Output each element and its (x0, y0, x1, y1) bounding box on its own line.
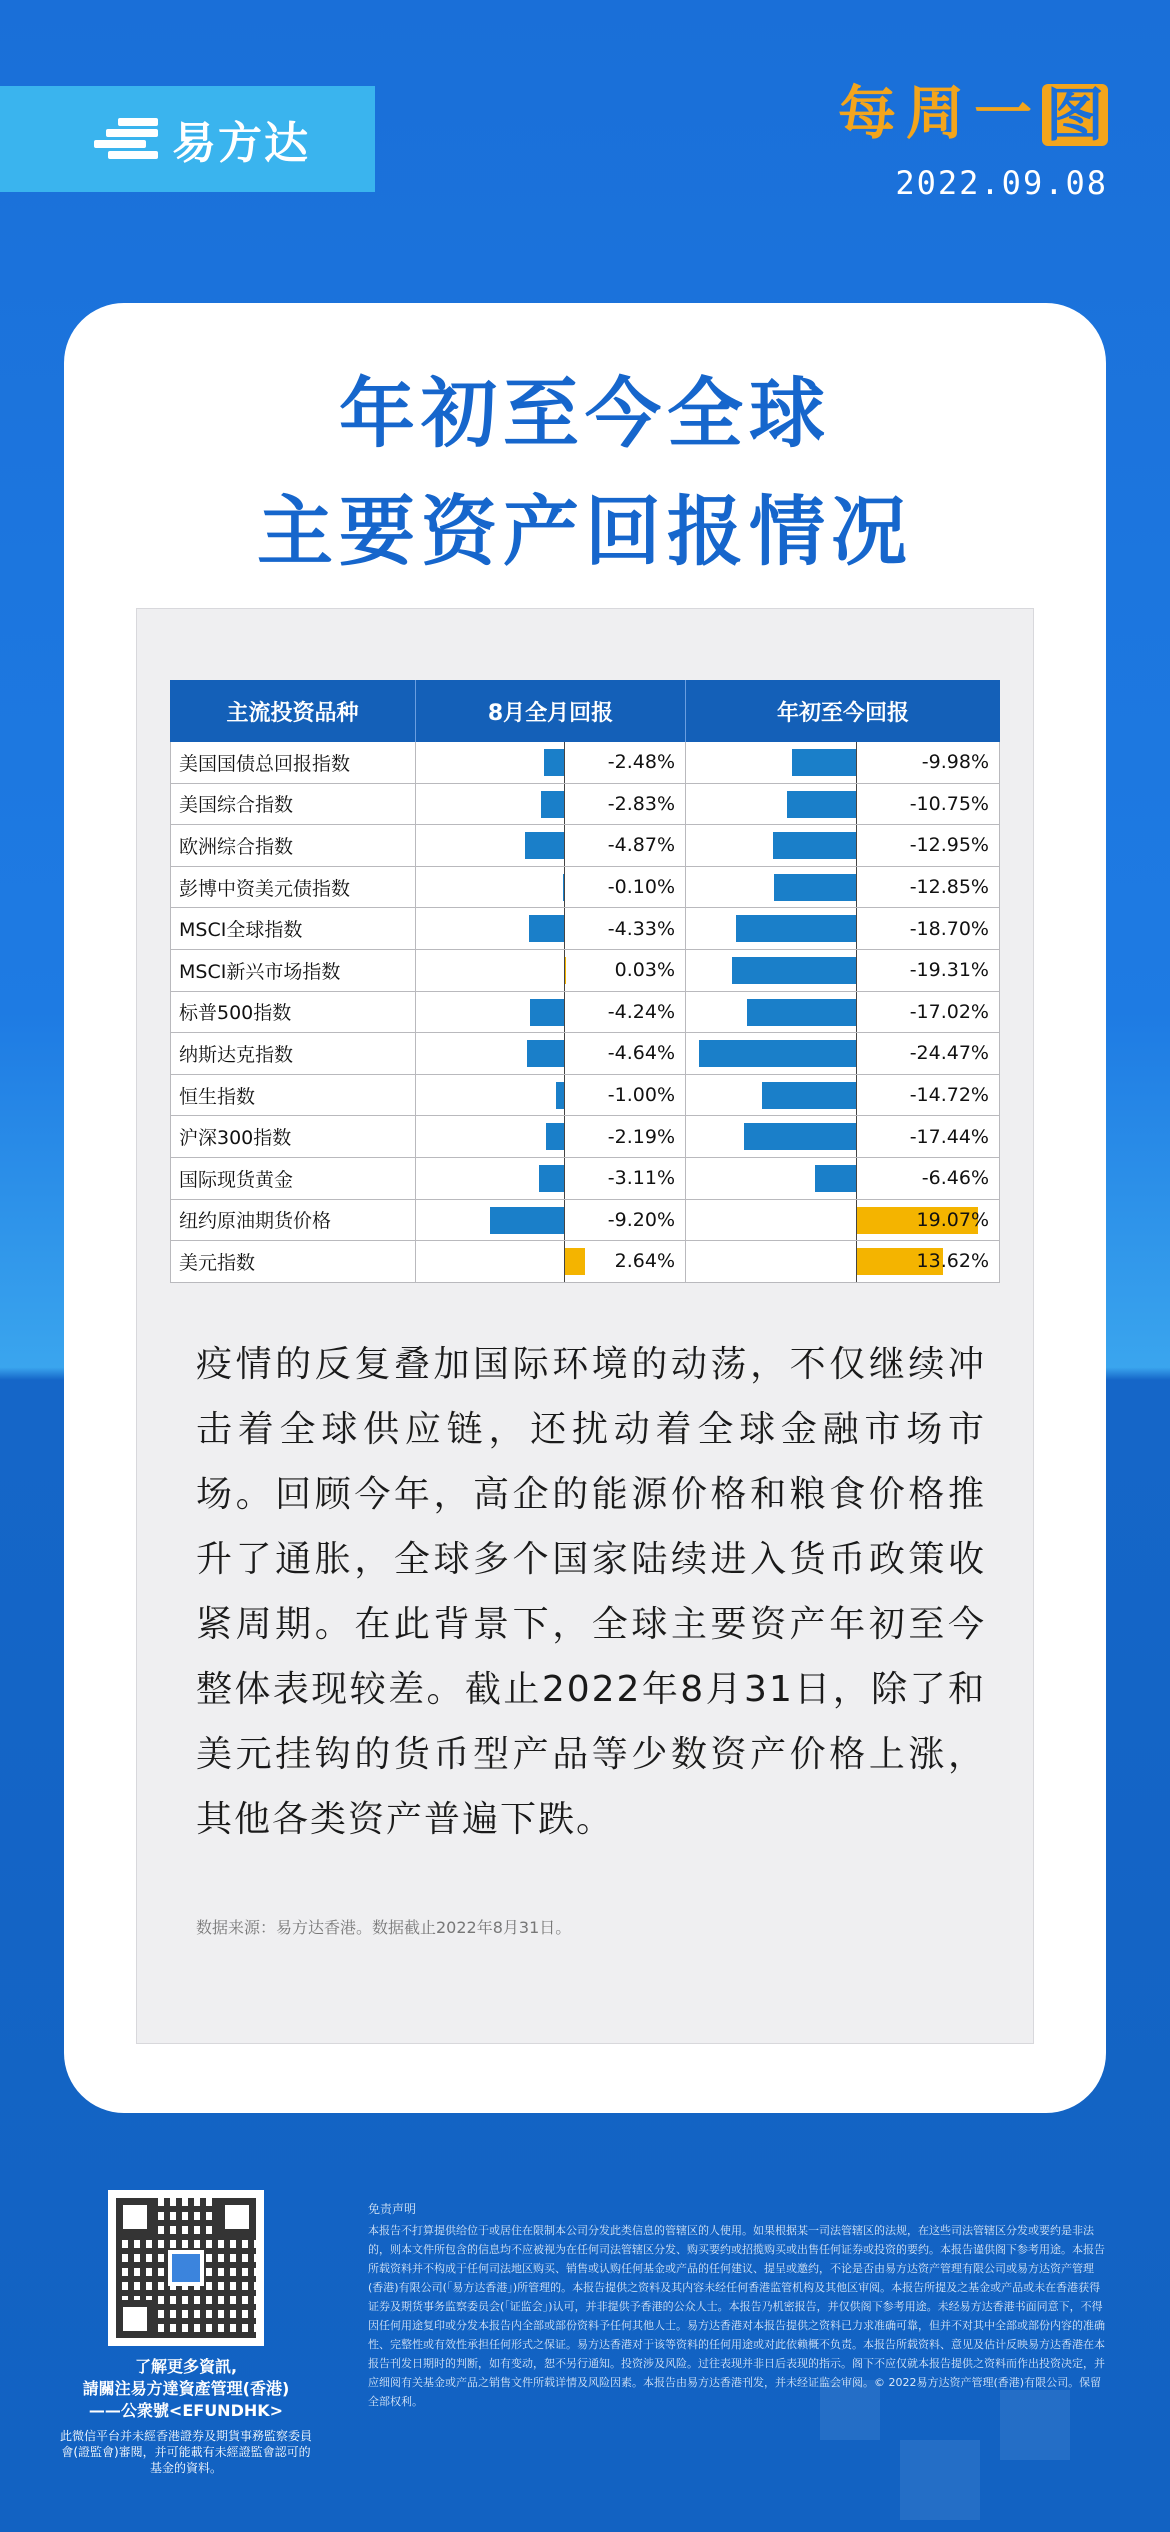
table-row (170, 784, 1000, 826)
asset-name: 纳斯达克指数 (170, 1033, 416, 1074)
august-return-value: -0.10% (607, 876, 675, 899)
ytd-return-cell (686, 1200, 1000, 1241)
follow-info (56, 2356, 316, 2476)
table-row (170, 1241, 1000, 1283)
august-return-cell (416, 784, 686, 825)
august-return-cell (416, 867, 686, 908)
august-return-bar (539, 1165, 564, 1192)
august-return-cell (416, 1033, 686, 1074)
ytd-return-value: -17.02% (909, 1000, 989, 1023)
ytd-return-bar (732, 957, 856, 984)
august-return-value: -4.24% (607, 1000, 675, 1023)
asset-name: 欧洲综合指数 (170, 825, 416, 866)
august-return-value: -2.48% (607, 751, 675, 774)
table-row (170, 992, 1000, 1034)
ytd-return-bar (744, 1123, 856, 1150)
ytd-return-cell (686, 784, 1000, 825)
asset-name: 美元指数 (170, 1241, 416, 1282)
ytd-return-value: -18.70% (909, 917, 989, 940)
ytd-return-cell (686, 1033, 1000, 1074)
august-return-value: -9.20% (607, 1208, 675, 1231)
weekly-char-4: 图 (1042, 84, 1108, 146)
august-return-bar (525, 832, 564, 859)
ytd-return-value: -12.95% (909, 834, 989, 857)
august-return-cell (416, 908, 686, 949)
august-return-cell (416, 950, 686, 991)
ytd-return-value: -17.44% (909, 1125, 989, 1148)
ytd-return-bar (762, 1082, 856, 1109)
weekly-char-3: 一 (973, 79, 1032, 147)
ytd-return-value: 13.62% (916, 1250, 989, 1273)
asset-name: MSCI全球指数 (170, 908, 416, 949)
ytd-return-bar (787, 791, 856, 818)
ytd-return-value: -12.85% (909, 876, 989, 899)
returns-table (170, 680, 1000, 1283)
ytd-return-cell (686, 1158, 1000, 1199)
follow-line-3: ——公衆號<EFUNDHK> (88, 2401, 284, 2420)
weekly-chart-badge (837, 79, 1108, 149)
table-row (170, 825, 1000, 867)
publish-date: 2022.09.08 (895, 164, 1108, 202)
follow-line-2: 請關注易方達資產管理(香港) (82, 2379, 290, 2398)
ytd-return-cell (686, 1241, 1000, 1282)
asset-name: 美国综合指数 (170, 784, 416, 825)
august-return-bar (541, 791, 564, 818)
asset-name: 彭博中资美元债指数 (170, 867, 416, 908)
august-return-cell (416, 992, 686, 1033)
august-return-value: -2.19% (607, 1125, 675, 1148)
ytd-return-cell (686, 1075, 1000, 1116)
asset-name: 沪深300指数 (170, 1116, 416, 1157)
disclaimer-text: 本报告不打算提供给位于或居住在限制本公司分发此类信息的管辖区的人使用。如果根据某一司法管辖区的法规，在这些司法管辖区分发或要约是非法的，则本文件所包含的信息均不应被视为在任何司法管辖区分发、购买要约或招揽购买或出售任何证券或投资的要约。本报告谨供阁下参考用途。本报告所载资料并不构成于任何司法地区购买、销售或认购任何基金或产品的任何建议、提呈或邀约，不论是否由易方达资产管理有限公司或易方达资产管理(香港)有限公司(「易方达香港」)所管理的。本报告提供之资料及其内容未经任何香港监管机构及其他区审阅。本报告所提及之基金或产品或未在香港获得证券及期货事务监察委员会(「证监会」)认可，并非提供予香港的公众人士。本报告乃机密报告，并仅供阁下参考用途。未经易方达香港书面同意下，不得因任何用途复印或分发本报告内全部或部份资料予任何其他人士。易方达香港对本报告提供之资料已力求准确可靠，但并不对其中全部或部份内容的准确性、完整性或有效性承担任何形式之保证。易方达香港对于该等资料的任何用途或对此依赖概不负责。本报告所载资料、意见及估计反映易方达香港在本报告刊发日期时的判断，如有变动，恕不另行通知。投资涉及风险。过往表现并非日后表现的指示。阁下不应仅就本报告提供之资料而作出投资决定，并应细阅有关基金或产品之销售文件所载详情及风险因素。本报告由易方达香港刊发，并未经证监会审阅。© 2022易方达资产管理(香港)有限公司。保留全部权利。 (368, 2224, 1105, 2408)
ytd-return-cell (686, 908, 1000, 949)
asset-name: 标普500指数 (170, 992, 416, 1033)
ytd-return-value: -14.72% (909, 1084, 989, 1107)
ytd-return-bar (774, 874, 856, 901)
logo-bar (0, 86, 375, 192)
table-row (170, 867, 1000, 909)
qr-code[interactable] (108, 2190, 264, 2346)
ytd-return-value: -10.75% (909, 792, 989, 815)
asset-name: 恒生指数 (170, 1075, 416, 1116)
august-return-bar (544, 749, 564, 776)
asset-name: MSCI新兴市场指数 (170, 950, 416, 991)
decor-square (900, 2440, 980, 2520)
ytd-return-bar (736, 915, 856, 942)
august-return-bar (530, 999, 564, 1026)
ytd-return-cell (686, 742, 1000, 783)
august-return-cell (416, 1200, 686, 1241)
weekly-char-1: 每 (837, 79, 896, 147)
ytd-return-value: 19.07% (916, 1208, 989, 1231)
sfc-note: 此微信平台并未經香港證券及期貨事務監察委員會(證監會)審閱，并可能載有未經證監會認可的基金的資料。 (59, 2429, 312, 2475)
ytd-return-bar (773, 832, 856, 859)
brand-logo-icon (88, 116, 160, 162)
table-row (170, 950, 1000, 992)
table-row (170, 1200, 1000, 1242)
table-row (170, 1075, 1000, 1117)
ytd-return-cell (686, 825, 1000, 866)
title-line-1: 年初至今全球 (339, 369, 831, 458)
ytd-return-bar (699, 1040, 856, 1067)
disclaimer-title: 免责声明 (368, 2202, 417, 2216)
col-header-august: 8月全月回报 (416, 680, 686, 742)
table-row (170, 1033, 1000, 1075)
table-row (170, 742, 1000, 784)
weekly-char-2: 周 (905, 79, 964, 147)
table-row (170, 908, 1000, 950)
table-header (170, 680, 1000, 742)
table-body (170, 742, 1000, 1283)
august-return-value: -4.64% (607, 1042, 675, 1065)
ytd-return-value: -24.47% (909, 1042, 989, 1065)
august-return-cell (416, 825, 686, 866)
table-row (170, 1116, 1000, 1158)
data-source: 数据来源：易方达香港。数据截止2022年8月31日。 (196, 1918, 572, 1937)
ytd-return-bar (792, 749, 856, 776)
body-paragraph: 疫情的反复叠加国际环境的动荡，不仅继续冲击着全球供应链，还扰动着全球金融市场市场。回顾今年，高企的能源价格和粮食价格推升了通胀，全球多个国家陆续进入货币政策收紧周期。在此背景下，全球主要资产年初至今整体表现较差。截止2022年8月31日，除了和美元挂钩的货币型产品等少数资产价格上涨，其他各类资产普遍下跌。 (196, 1344, 986, 1840)
august-return-bar (564, 1248, 585, 1275)
august-return-cell (416, 1158, 686, 1199)
ytd-return-bar (747, 999, 856, 1026)
ytd-return-cell (686, 950, 1000, 991)
august-return-cell (416, 1241, 686, 1282)
ytd-return-bar (815, 1165, 856, 1192)
august-return-bar (490, 1207, 564, 1234)
table-row (170, 1158, 1000, 1200)
august-return-cell (416, 742, 686, 783)
august-return-bar (527, 1040, 564, 1067)
brand-name: 易方达 (172, 118, 310, 169)
title-line-2: 主要资产回报情况 (257, 487, 913, 576)
ytd-return-cell (686, 867, 1000, 908)
august-return-bar (546, 1123, 564, 1150)
august-return-value: -2.83% (607, 792, 675, 815)
august-return-bar (556, 1082, 564, 1109)
august-return-value: -4.87% (607, 834, 675, 857)
col-header-asset: 主流投资品种 (170, 680, 416, 742)
august-return-value: -1.00% (607, 1084, 675, 1107)
august-return-cell (416, 1116, 686, 1157)
asset-name: 纽约原油期货价格 (170, 1200, 416, 1241)
august-return-value: 2.64% (614, 1250, 675, 1273)
follow-line-1: 了解更多資訊, (134, 2357, 238, 2376)
august-return-value: -4.33% (607, 917, 675, 940)
ytd-return-value: -6.46% (921, 1167, 989, 1190)
asset-name: 美国国债总回报指数 (170, 742, 416, 783)
august-return-cell (416, 1075, 686, 1116)
asset-name: 国际现货黄金 (170, 1158, 416, 1199)
august-return-value: -3.11% (607, 1167, 675, 1190)
qr-code-icon (116, 2198, 256, 2338)
august-return-bar (529, 915, 564, 942)
ytd-return-cell (686, 1116, 1000, 1157)
august-return-value: 0.03% (614, 959, 675, 982)
col-header-ytd: 年初至今回报 (776, 700, 909, 726)
ytd-return-value: -9.98% (921, 751, 989, 774)
ytd-return-cell (686, 992, 1000, 1033)
disclaimer (368, 2200, 1108, 2411)
ytd-return-value: -19.31% (909, 959, 989, 982)
